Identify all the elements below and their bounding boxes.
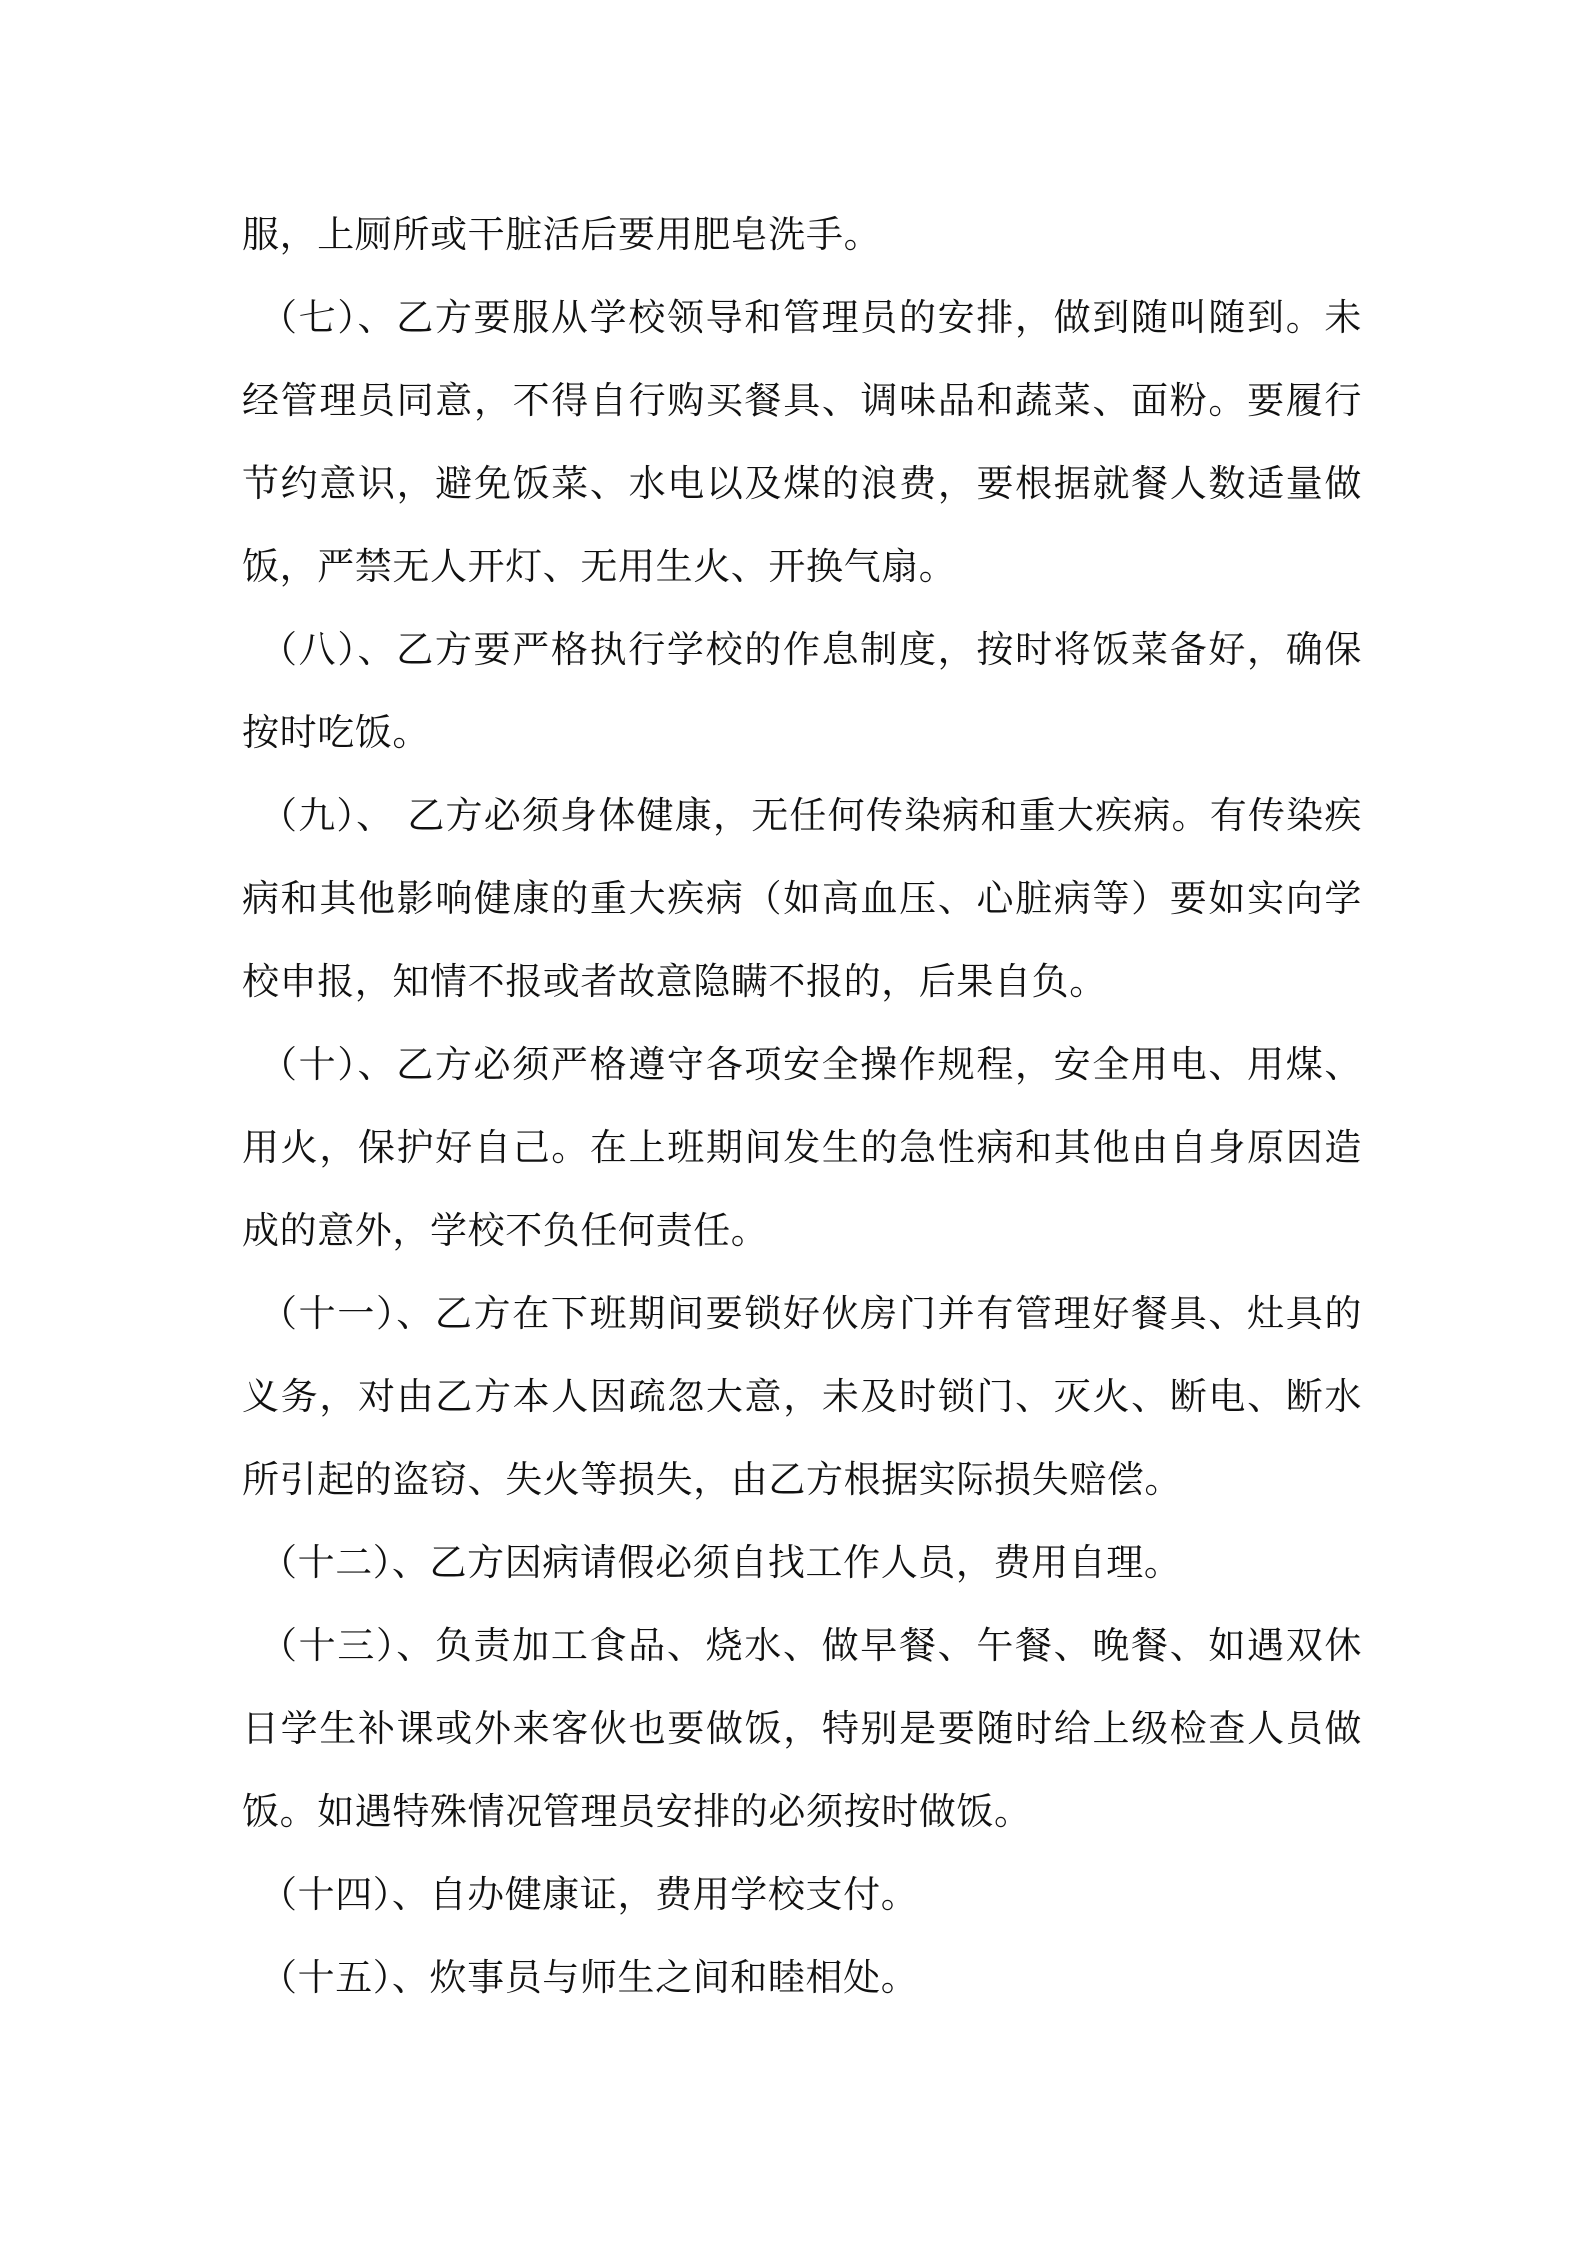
paragraph-continuation: 服，上厕所或干脏活后要用肥皂洗手。 (242, 213, 882, 256)
document-body (242, 193, 1362, 2019)
paragraph-clause-12: （十二）、乙方因病请假必须自找工作人员，费用自理。 (260, 1541, 1182, 1584)
paragraph-clause-13: （十三）、负责加工食品、烧水、做早餐、午餐、晚餐、如遇双休日学生补课或外来客伙也要做饭，特别是要随时给上级检查人员做饭。如遇特殊情况管理员安排的必须按时做饭。 (242, 1624, 1362, 1833)
paragraph-clause-15: （十五）、炊事员与师生之间和睦相处。 (260, 1956, 919, 1999)
paragraph-clause-10: （十）、乙方必须严格遵守各项安全操作规程，安全用电、用煤、用火，保护好自己。在上班期间发生的急性病和其他由自身原因造成的意外，学校不负任何责任。 (242, 1043, 1362, 1252)
paragraph-clause-11: （十一）、乙方在下班期间要锁好伙房门并有管理好餐具、灶具的义务，对由乙方本人因疏忽大意，未及时锁门、灭火、断电、断水所引起的盗窃、失火等损失，由乙方根据实际损失赔偿。 (242, 1292, 1362, 1501)
paragraph-clause-7: （七）、乙方要服从学校领导和管理员的安排，做到随叫随到。未经管理员同意，不得自行购买餐具、调味品和蔬菜、面粉。要履行节约意识，避免饭菜、水电以及煤的浪费，要根据就餐人数适量做饭，严禁无人开灯、无用生火、开换气扇。 (242, 296, 1362, 588)
paragraph-clause-8: （八）、乙方要严格执行学校的作息制度，按时将饭菜备好，确保按时吃饭。 (242, 628, 1362, 754)
paragraph-clause-9: （九）、 乙方必须身体健康，无任何传染病和重大疾病。有传染疾病和其他影响健康的重大疾病（如高血压、心脏病等）要如实向学校申报，知情不报或者故意隐瞒不报的，后果自负。 (242, 794, 1362, 1003)
paragraph-clause-14: （十四）、自办健康证，费用学校支付。 (260, 1873, 919, 1916)
